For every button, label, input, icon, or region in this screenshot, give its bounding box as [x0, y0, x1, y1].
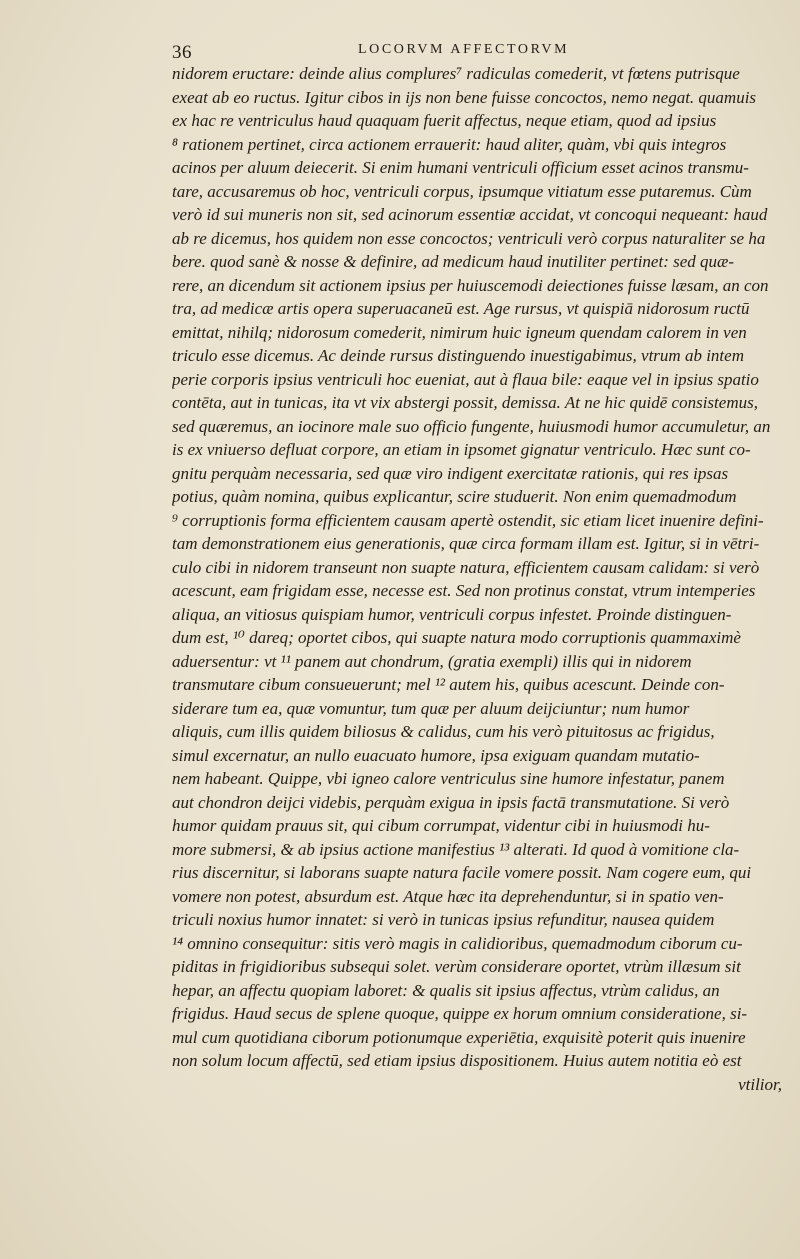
text-line: sed quæremus, an iocinore male suo officio fungente, huiusmodi humor accumuletur, an: [172, 416, 771, 436]
text-line: bere. quod sanè & nosse & definire, ad medicum haud inutiliter pertinet: sed quæ-: [172, 252, 735, 271]
text-line: dum est, ¹⁰ dareq; oportet cibos, qui suapte natura modo corruptionis quammaximè: [172, 628, 741, 647]
text-line: aliquis, cum illis quidem biliosus & calidus, cum his verò pituitosus ac frigidus,: [172, 722, 715, 741]
text-line: tam demonstrationem eius generationis, quæ circa formam illam est. Igitur, si in vētri-: [172, 534, 760, 553]
text-line: emittat, nihilq; nidorosum comederit, nimirum huic igneum quendam calorem in ven: [172, 322, 747, 342]
text-line: more submersi, & ab ipsius actione manifestius ¹³ alterati. Id quod à vomitione cla-: [172, 839, 740, 859]
text-line: ⁸ rationem pertinet, circa actionem errauerit: haud aliter, quàm, vbi quis integros: [172, 134, 727, 154]
text-line: vomere non potest, absurdum est. Atque hæc ita deprehenduntur, si in spatio ven-: [172, 886, 724, 906]
text-line: transmutare cibum consueuerunt; mel ¹² autem his, quibus acescunt. Deinde con-: [172, 675, 725, 694]
page-number: 36: [172, 42, 192, 63]
text-line: is ex vniuerso defluat corpore, an etiam in ipsomet gignatur ventriculo. Hæc sunt co-: [172, 440, 751, 459]
text-line: nem habeant. Quippe, vbi igneo calore ventriculus sine humore infestatur, panem: [172, 769, 725, 788]
body-text: [172, 62, 792, 1096]
text-line: simul excernatur, an nullo euacuato humore, ipsa exiguam quandam mutatio-: [172, 745, 700, 765]
text-line: hepar, an affectu quopiam laboret: & qualis sit ipsius affectus, vtrùm calidus, an: [172, 980, 720, 1000]
text-line: aliqua, an vitiosus quispiam humor, ventriculi corpus infestet. Proinde distinguen-: [172, 604, 732, 624]
text-line: ¹⁴ omnino consequitur: sitis verò magis in calidioribus, quemadmodum ciborum cu-: [172, 933, 743, 953]
text-line: triculi noxius humor innatet: si verò in tunicas ipsius refunditur, nausea quidem: [172, 910, 715, 929]
running-title: LOCORVM AFFECTORVM: [358, 42, 570, 57]
text-line: tare, accusaremus ob hoc, ventriculi corpus, ipsumque vitiatum esse putaremus. Cùm: [172, 181, 752, 201]
text-line: gnitu perquàm necessaria, sed quæ viro indigent exercitatæ rationis, qui res ipsas: [172, 463, 729, 483]
text-line: frigidus. Haud secus de splene quoque, quippe ex horum omnium consideratione, si-: [172, 1004, 748, 1023]
text-line: rius discernitur, si laborans suapte natura facile vomere possit. Nam cogere eum, qui: [172, 863, 752, 882]
text-line: mul cum quotidiana ciborum potionumque experiētia, exquisitè poterit quis inuenire: [172, 1027, 746, 1047]
text-line: humor quidam prauus sit, qui cibum corrumpat, videntur cibi in huiusmodi hu-: [172, 816, 710, 835]
text-line: ab re dicemus, hos quidem non esse concoctos; ventriculi verò corpus naturaliter se ha: [172, 228, 766, 248]
text-line: aduersentur: vt ¹¹ panem aut chondrum, (gratia exempli) illis qui in nidorem: [172, 651, 692, 671]
text-line: rere, an dicendum sit actionem ipsius per huiuscemodi deiectiones fuisse læsam, an con: [172, 275, 769, 295]
text-line: acinos per aluum deiecerit. Si enim humani ventriculi officium esset acinos transmu-: [172, 158, 749, 177]
catchword: vtilior,: [738, 1074, 782, 1094]
text-line: culo cibi in nidorem transeunt non suapte natura, efficientem causam calidam: si verò: [172, 557, 760, 577]
text-line: exeat ab eo ructus. Igitur cibos in ijs non bene fuisse concoctos, nemo negat. quamuis: [172, 87, 757, 107]
text-line: nidorem eructare: deinde alius complures⁷ radiculas comederit, vt fœtens putrisque: [172, 64, 740, 83]
text-line: tra, ad medicæ artis opera superuacaneū est. Age rursus, vt quispiā nidorosum ructū: [172, 299, 750, 318]
text-line: aut chondron deijci videbis, perquàm exigua in ipsis factā transmutatione. Si verò: [172, 792, 730, 812]
text-line: acescunt, eam frigidam esse, necesse est. Sed non protinus constat, vtrum intemperies: [172, 581, 756, 600]
text-line: perie corporis ipsius ventriculi hoc eueniat, aut à flaua bile: eaque vel in ipsius spatio: [172, 369, 759, 389]
text-line: piditas in frigidioribus subsequi solet. verùm considerare oportet, vtrùm illæsum sit: [172, 957, 741, 976]
text-line: triculo esse dicemus. Ac deinde rursus distinguendo inuestigabimus, vtrum ab intem: [172, 346, 744, 365]
text-line: ex hac re ventriculus haud quaquam fuerit affectus, neque etiam, quod ad ipsius: [172, 111, 717, 130]
text-line: contēta, aut in tunicas, ita vt vix abstergi possit, demissa. At ne hic quidē consistemus,: [172, 393, 758, 412]
text-line: ⁹ corruptionis forma efficientem causam apertè ostendit, sic etiam licet inuenire defini-: [172, 510, 764, 530]
text-line: non solum locum affectū, sed etiam ipsius dispositionem. Huius autem notitia eò est: [172, 1051, 742, 1070]
text-line: potius, quàm nomina, quibus explicantur, scire studuerit. Non enim quemadmodum: [172, 487, 737, 506]
text-line: siderare tum ea, quæ vomuntur, tum quæ per aluum deijciuntur; num humor: [172, 698, 690, 718]
text-line: verò id sui muneris non sit, sed acinorum essentiæ accidat, vt concoqui nequeant: haud: [172, 205, 768, 224]
